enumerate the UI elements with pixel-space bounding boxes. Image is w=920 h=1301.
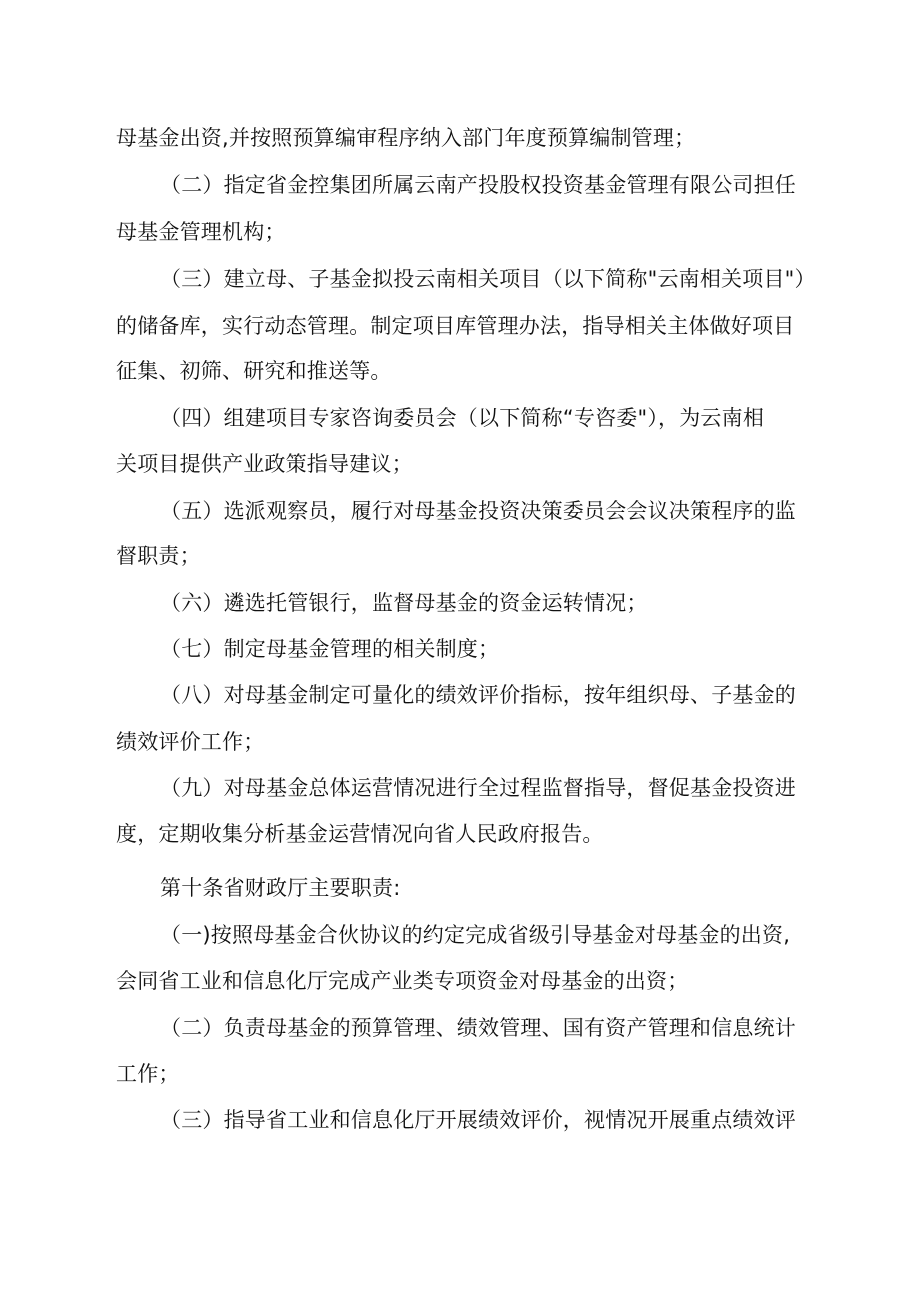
- text-line-7: （四）组建项目专家咨询委员会（以下简称“专咨委"），为云南相: [160, 406, 765, 430]
- text-line-15: （九）对母基金总体运营情况进行全过程监督指导，督促基金投资进: [160, 776, 796, 800]
- text-line-17: 第十条省财政厅主要职责:: [160, 876, 401, 900]
- text-line-19: 会同省工业和信息化厅完成产业类专项资金对母基金的出资；: [116, 969, 689, 993]
- text-line-1: 母基金出资,并按照预算编审程序纳入部门年度预算编制管理；: [116, 126, 696, 150]
- text-line-6: 征集、初筛、研究和推送等。: [116, 359, 392, 383]
- text-line-13: （八）对母基金制定可量化的绩效评价指标，按年组织母、子基金的: [160, 683, 796, 707]
- text-line-11: （六）遴选托管银行，监督母基金的资金运转情况；: [160, 591, 648, 615]
- text-line-18: （一)按照母基金合伙协议的约定完成省级引导基金对母基金的出资,: [160, 923, 791, 947]
- text-line-12: （七）制定母基金管理的相关制度；: [160, 637, 500, 661]
- text-line-2: （二）指定省金控集团所属云南产投股权投资基金管理有限公司担任: [160, 173, 796, 197]
- text-line-10: 督职责；: [116, 544, 201, 568]
- text-line-21: 工作；: [116, 1062, 180, 1086]
- text-line-22: （三）指导省工业和信息化厅开展绩效评价，视情况开展重点绩效评: [160, 1108, 796, 1132]
- text-line-14: 绩效评价工作；: [116, 730, 265, 754]
- text-line-4: （三）建立母、子基金拟投云南相关项目（以下简称"云南相关项目"）: [160, 267, 816, 291]
- text-line-20: （二）负责母基金的预算管理、绩效管理、国有资产管理和信息统计: [160, 1016, 796, 1040]
- text-line-5: 的储备库，实行动态管理。制定项目库管理办法，指导相关主体做好项目: [116, 314, 795, 338]
- text-line-16: 度，定期收集分析基金运营情况向省人民政府报告。: [116, 822, 604, 846]
- text-line-3: 母基金管理机构；: [116, 220, 286, 244]
- text-line-9: （五）选派观察员，履行对母基金投资决策委员会会议决策程序的监: [160, 499, 796, 523]
- text-line-8: 关项目提供产业政策指导建议；: [116, 452, 413, 476]
